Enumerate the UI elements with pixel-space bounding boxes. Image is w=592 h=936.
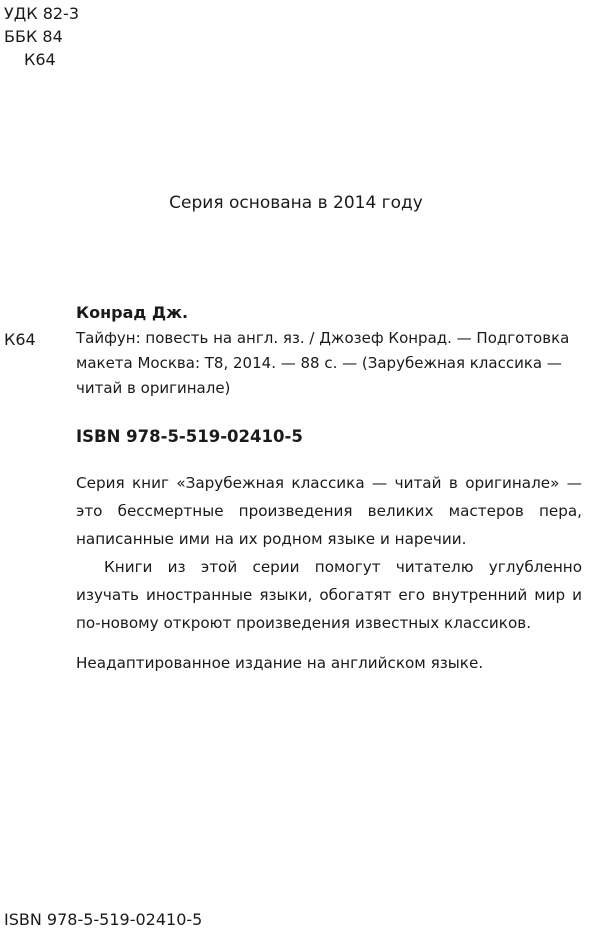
bibliographic-line-2: макета Москва: Т8, 2014. — 88 с. — (Зарубежная классика — (76, 354, 562, 372)
author-heading: Конрад Дж. (76, 303, 189, 322)
series-benefit-paragraph: Книги из этой серии помогут читателю углубленно изучать иностранные языки, обогатят его внутренний мир и по-новому откроют произведения известных классиков. (76, 558, 582, 632)
udk-code: УДК 82-3 (4, 4, 80, 23)
series-founded-note: Серия основана в 2014 году (169, 193, 423, 213)
bbk-code: ББК 84 (4, 27, 63, 46)
series-description-paragraph: Серия книг «Зарубежная классика — читай в оригинале» — это бессмертные произведения великих мастеров пера, написанные ими на их родном языке и наречии. (76, 474, 582, 548)
footer-isbn: ISBN 978-5-519-02410-5 (4, 910, 203, 929)
isbn-main: ISBN 978-5-519-02410-5 (76, 427, 303, 446)
bibliographic-line-1: Тайфун: повесть на англ. яз. / Джозеф Конрад. — Подготовка (76, 329, 570, 347)
edition-note-paragraph: Неадаптированное издание на английском языке. (76, 654, 484, 672)
author-mark-code: К64 (24, 50, 56, 69)
bibliographic-line-3: читай в оригинале) (76, 379, 231, 397)
margin-author-mark: К64 (4, 330, 36, 349)
